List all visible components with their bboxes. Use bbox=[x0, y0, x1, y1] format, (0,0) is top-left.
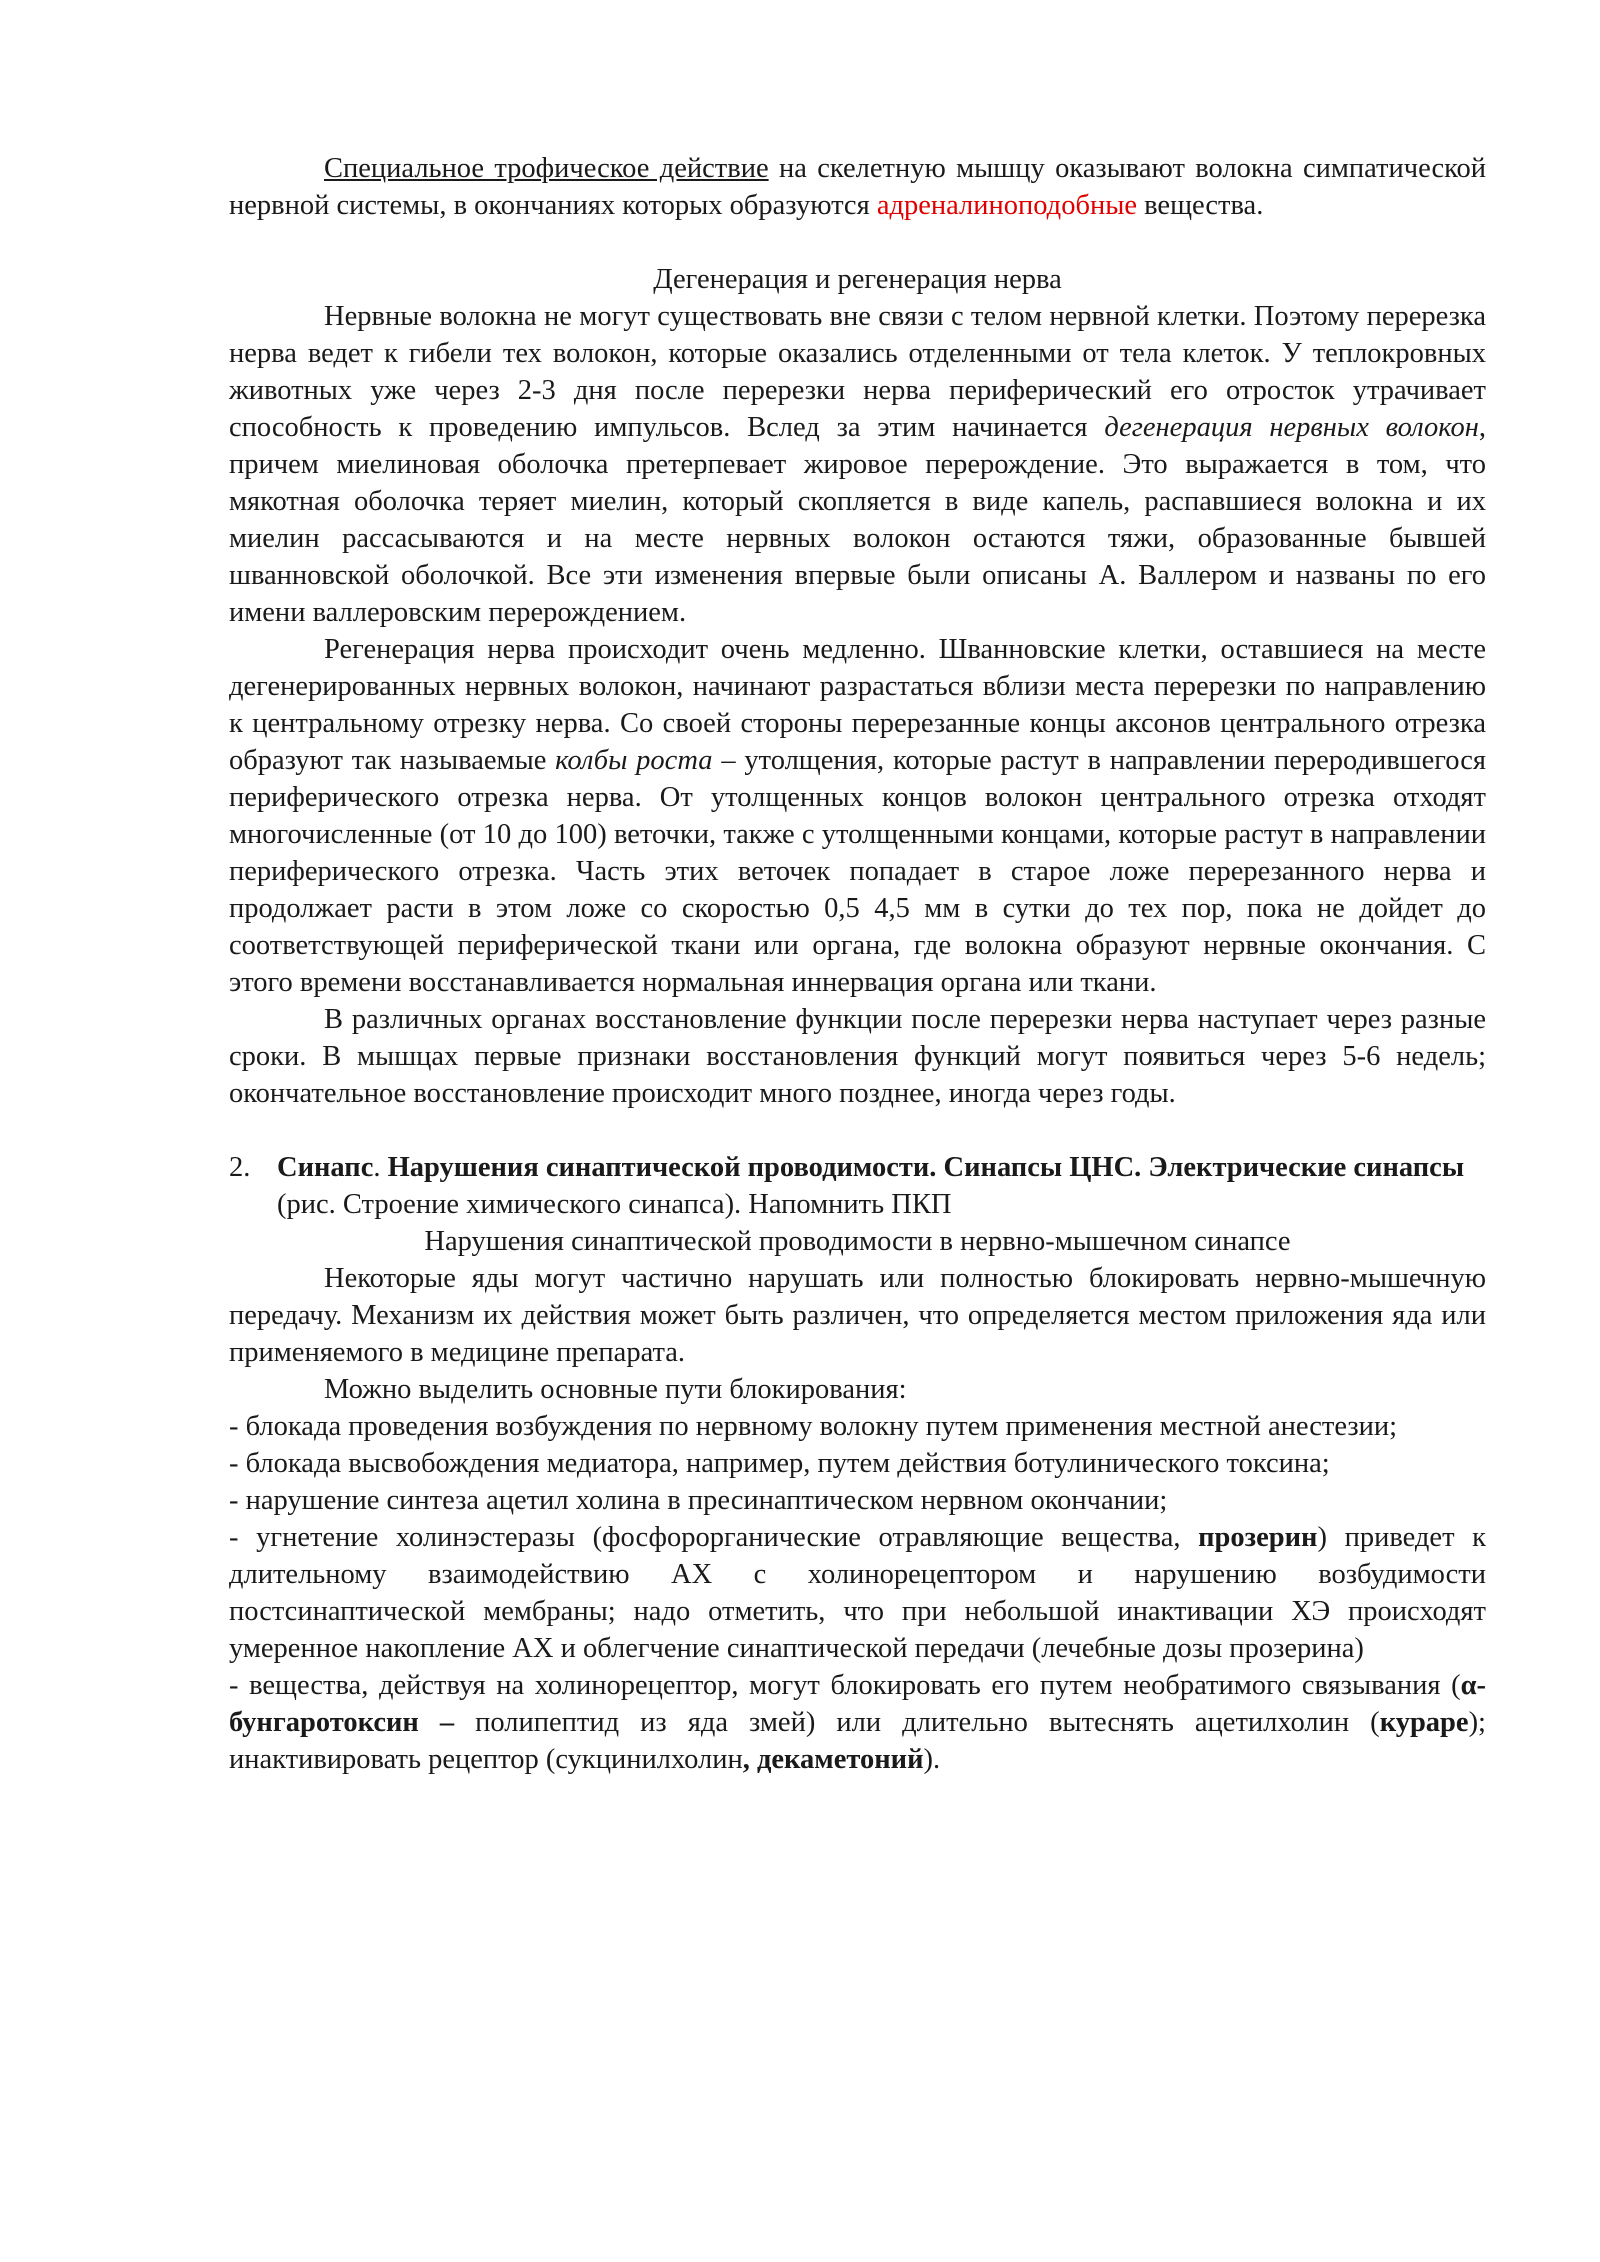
paragraph-regeneration: Регенерация нерва происходит очень медленно. Шванновские клетки, оставшиеся на месте дегенерированных нервных волокон, начинают разрастаться вблизи места перерезки по направлению к центральному отрезку нерва. Со своей стороны перерезанные концы аксонов центрального отрезка образуют так называемые колбы роста – утолщения, которые растут в направлении переродившегося периферического отрезка нерва. От утолщенных концов волокон центрального отрезка отходят многочисленные (от 10 до 100) веточки, также с утолщенными концами, которые растут в направлении периферического отрезка. Часть этих веточек попадает в старое ложе перерезанного нерва и продолжает расти в этом ложе со скоростью 0,5 4,5 мм в сутки до тех пор, пока не дойдет до соответствующей периферической ткани или органа, где волокна образуют нервные окончания. С этого времени восстанавливается нормальная иннервация органа или ткани. bbox=[229, 634, 1486, 998]
document-page bbox=[229, 150, 1486, 1778]
list-item-receptor: - вещества, действуя на холинорецептор, могут блокировать его путем необратимого связывания (α-бунгаротоксин – полипептид из яда змей) или длительно вытеснять ацетилхолин (кураре); инактивировать рецептор (сукцинилхолин, декаметоний). bbox=[229, 1670, 1486, 1775]
italic-term: колбы роста bbox=[555, 745, 713, 776]
figure-note: (рис. Строение химического синапса). Напомнить ПКП bbox=[277, 1189, 952, 1220]
paragraph-poisons: Некоторые яды могут частично нарушать или полностью блокировать нервно-мышечную передачу. Механизм их действия может быть различен, что определяется местом приложения яда или применяемого в медицине препарата. bbox=[229, 1263, 1486, 1368]
section-title-degeneration: Дегенерация и регенерация нерва bbox=[653, 264, 1062, 295]
red-highlight: адреналиноподобные bbox=[876, 190, 1137, 221]
list-item-cholinesterase: - угнетение холинэстеразы (фосфорорганические отравляющие вещества, прозерин) приведет к длительному взаимодействию АХ с холинорецептором и нарушению возбудимости постсинаптической мембраны; надо отметить, что при небольшой инактивации ХЭ происходят умеренное накопление АХ и облегчение синаптической передачи (лечебные дозы прозерина) bbox=[229, 1522, 1487, 1664]
numbered-heading-synapse: 2. Синапс. Нарушения синаптической проводимости. Синапсы ЦНС. Электрические синапсы bbox=[229, 1149, 1486, 1186]
paragraph-degeneration: Нервные волокна не могут существовать вне связи с телом нервной клетки. Поэтому перерезка нерва ведет к гибели тех волокон, которые оказались отделенными от тела клеток. У теплокровных животных уже через 2-3 дня после перерезки нерва периферический его отросток утрачивает способность к проведению импульсов. Вслед за этим начинается дегенерация нервных волокон, причем миелиновая оболочка претерпевает жировое перерождение. Это выражается в том, что мякотная оболочка теряет миелин, который скопляется в виде капель, распавшиеся волокна и их миелин рассасываются и на месте нервных волокон остаются тяжи, образованные бывшей шванновской оболочкой. Все эти изменения впервые были описаны А. Валлером и названы по его имени валлеровским перерождением. bbox=[229, 301, 1486, 628]
paragraph-recovery: В различных органах восстановление функции после перерезки нерва наступает через разные сроки. В мышцах первые признаки восстановления функций могут появиться через 5-6 недель; окончательное восстановление происходит много позднее, иногда через годы. bbox=[229, 1004, 1486, 1109]
paragraph-blocking-intro: Можно выделить основные пути блокирования: bbox=[324, 1374, 907, 1405]
underlined-term: Специальное трофическое действие bbox=[324, 153, 769, 184]
paragraph-trophic: Специальное трофическое действие на скелетную мышцу оказывают волокна симпатической нервной системы, в окончаниях которых образуются адреналиноподобные вещества. bbox=[229, 153, 1486, 221]
list-item-synthesis: - нарушение синтеза ацетил холина в пресинаптическом нервном окончании; bbox=[229, 1485, 1168, 1516]
item-number: 2. bbox=[229, 1152, 251, 1183]
list-item-botulinum: - блокада высвобождения медиатора, например, путем действия ботулинического токсина; bbox=[229, 1448, 1330, 1479]
section-title-synaptic-disorders: Нарушения синаптической проводимости в нервно-мышечном синапсе bbox=[424, 1226, 1291, 1257]
list-item-anesthesia: - блокада проведения возбуждения по нервному волокну путем применения местной анестезии; bbox=[229, 1411, 1398, 1442]
italic-term: дегенерация нервных волокон bbox=[1104, 412, 1479, 443]
